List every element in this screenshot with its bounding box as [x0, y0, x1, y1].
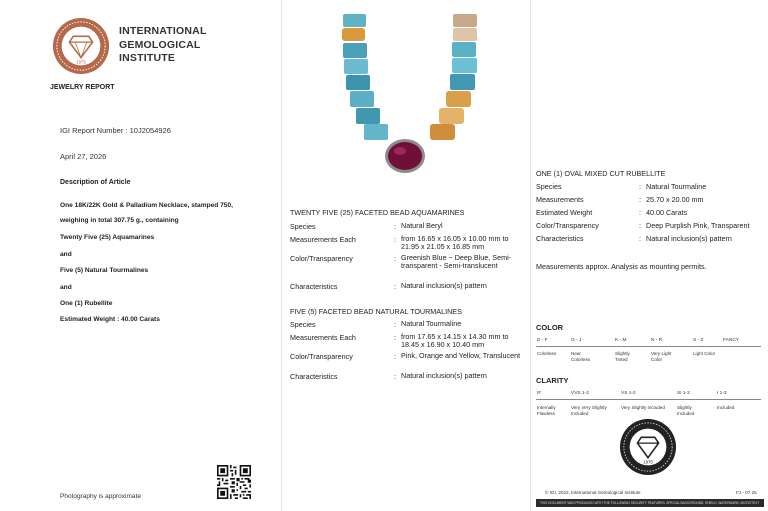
description-line: and — [60, 251, 72, 258]
report-date: April 27, 2026 — [60, 152, 107, 161]
row-label: Characteristics — [290, 282, 338, 291]
clarity-grade: SI 1-2 — [677, 391, 690, 396]
clarity-grade: VS 1-2 — [621, 391, 636, 396]
row-value: 40.00 Carats — [646, 208, 688, 217]
report-type-label: JEWELRY REPORT — [50, 84, 115, 91]
clarity-grade: VVS 1-2 — [571, 391, 589, 396]
org-name-line: INSTITUTE — [119, 52, 176, 64]
color-grade: FANCY — [723, 338, 739, 343]
row-label: Estimated Weight — [536, 208, 593, 217]
row-label: Species — [290, 320, 316, 329]
row-label: Color/Transparency — [290, 254, 353, 263]
row-label: Species — [536, 182, 562, 191]
row-label: Measurements Each — [290, 333, 356, 342]
color-grade: N - R — [651, 338, 663, 343]
security-footer-bar: THIS DOCUMENT WAS PRODUCED WITH THE FOLLOWING SECURITY FEATURES: SPECIAL BACKGROUND, SHIELD, WATERMARK, MICROTEXT — [536, 499, 764, 507]
igi-hologram-seal — [619, 418, 677, 476]
color-grade-description: Very Light Color — [651, 351, 672, 362]
report-number: IGI Report Number : 10J2054926 — [60, 126, 171, 135]
clarity-grade-description: Very Slightly Included — [621, 405, 665, 410]
page-code: FJ - 07.25 — [736, 490, 757, 495]
report-cover-panel — [0, 0, 280, 511]
row-label: Color/Transparency — [536, 221, 599, 230]
color-grade: S - Z — [693, 338, 704, 343]
description-line: and — [60, 284, 72, 291]
row-value: Natural Beryl — [401, 221, 443, 230]
rubellite-grading-panel: ONE (1) OVAL MIXED CUT RUBELLITE Species : Natural Tourmaline Measurements : 25.70 x 20.00 mm Estimated Weight : 40.00 Carats Color/Transparency : Deep Purplish Pink, Transparent Characteristics : Natural inclusion(s) pattern Measurements approx. Analysis as mounting permits. COLOR D - F G - J K - M N - R S - Z FANCY Colorless Near Colorless Slightly Tinted Very Light Color Light Color CLARITY IF VVS 1-2 VS 1-2 SI 1-2 I 1-3 Internally Flawless Very Very Slightly Included Very Slightly Included Slightly Included Included 1975 © IGI, 2022, International Gemological Institute FJ - 07.25 THIS DOCUMENT WAS PRODUCED WITH THE FOLLOWING SECURITY FEATURES: SPECIAL BACKGROUND, SHIELD, WATERMARK, MICROTEXT — [530, 0, 768, 511]
row-value: Natural inclusion(s) pattern — [646, 234, 732, 243]
row-value: 25.70 x 20.00 mm — [646, 195, 704, 204]
clarity-grade: I 1-3 — [717, 391, 727, 396]
row-value: from 17.65 x 14.15 x 14.30 mm to 18.45 x 16.90 x 10.40 mm — [401, 332, 509, 349]
clarity-grade: IF — [537, 391, 542, 396]
description-line: Estimated Weight : 40.00 Carats — [60, 316, 160, 323]
clarity-scale-title: CLARITY — [536, 376, 569, 385]
row-value: Natural Tourmaline — [401, 319, 462, 328]
tourmalines-title: FIVE (5) FACETED BEAD NATURAL TOURMALINES — [290, 307, 462, 316]
photography-note: Photography is approximate — [60, 493, 141, 500]
color-grade-description: Slightly Tinted — [615, 351, 630, 362]
row-value: Natural inclusion(s) pattern — [401, 371, 487, 380]
row-label: Color/Transparency — [290, 352, 353, 361]
description-line: Five (5) Natural Tourmalines — [60, 267, 149, 274]
row-label: Measurements — [536, 195, 584, 204]
row-label: Measurements Each — [290, 235, 356, 244]
clarity-scale-line — [536, 399, 761, 400]
rubellite-title: ONE (1) OVAL MIXED CUT RUBELLITE — [536, 169, 666, 178]
description-line: weighing in total 307.75 g., containing — [60, 217, 179, 224]
color-grade-description: Near Colorless — [571, 351, 591, 362]
row-value: Natural inclusion(s) pattern — [401, 281, 487, 290]
qr-code[interactable] — [217, 465, 251, 499]
row-value: Deep Purplish Pink, Transparent — [646, 221, 750, 230]
igi-seal-logo — [52, 17, 110, 75]
necklace-photo — [300, 0, 510, 200]
color-grade-description: Light Color — [693, 351, 716, 356]
seal-year: 1975 — [643, 459, 653, 465]
color-grade: K - M — [615, 338, 627, 343]
row-value: Natural Tourmaline — [646, 182, 707, 191]
description-line: One 18K/22K Gold & Palladium Necklace, stamped 750, — [60, 202, 233, 209]
aquamarines-title: TWENTY FIVE (25) FACETED BEAD AQUAMARINES — [290, 208, 465, 217]
necklace-details-panel: TWENTY FIVE (25) FACETED BEAD AQUAMARINES Species : Natural Beryl Measurements Each : from 16.65 x 16.05 x 10.00 mm to 21.95 x 21.05 x 16.85 mm Color/Transparency : Greenish Blue ~ Deep Blue, Semi-transparent - Semi-translucent Characteristics : Natural inclusion(s) pattern FIVE (5) FACETED BEAD NATURAL TOURMALINES Species : Natural Tourmaline Measurements Each : from 17.65 x 14.15 x 14.30 mm to 18.45 x 16.90 x 10.40 mm Color/Transparency : Pink, Orange and Yellow, Translucent Characteristics : Natural inclusion(s) pattern — [281, 0, 529, 511]
color-grade-description: Colorless — [537, 351, 557, 356]
description-heading: Description of Article — [60, 179, 131, 186]
clarity-grade-description: Very Very Slightly Included — [571, 405, 607, 416]
seal-year: 1975 — [76, 59, 86, 65]
color-scale-line — [536, 346, 761, 347]
clarity-grade-description: Internally Flawless — [537, 405, 556, 416]
clarity-grade-description: Slightly Included — [677, 405, 695, 416]
row-value: Greenish Blue ~ Deep Blue, Semi-transparent - Semi-translucent — [401, 253, 512, 270]
color-grade: D - F — [537, 338, 548, 343]
description-line: One (1) Rubellite — [60, 300, 113, 307]
row-value: from 16.65 x 16.05 x 10.00 mm to 21.95 x 21.05 x 16.85 mm — [401, 234, 509, 251]
measurement-note: Measurements approx. Analysis as mounting permits. — [536, 262, 707, 271]
description-line: Twenty Five (25) Aquamarines — [60, 234, 155, 241]
org-name-line: INTERNATIONAL — [119, 25, 207, 37]
row-value: Pink, Orange and Yellow, Translucent — [401, 351, 521, 360]
row-label: Characteristics — [536, 234, 584, 243]
organization-name — [119, 25, 207, 66]
org-name-line: GEMOLOGICAL — [119, 38, 201, 51]
row-label: Characteristics — [290, 372, 338, 381]
copyright-text: © IGI, 2022, International Gemological Institute — [545, 490, 641, 495]
clarity-grade-description: Included — [717, 405, 735, 410]
color-scale-title: COLOR — [536, 323, 564, 332]
color-grade: G - J — [571, 338, 582, 343]
row-label: Species — [290, 222, 316, 231]
